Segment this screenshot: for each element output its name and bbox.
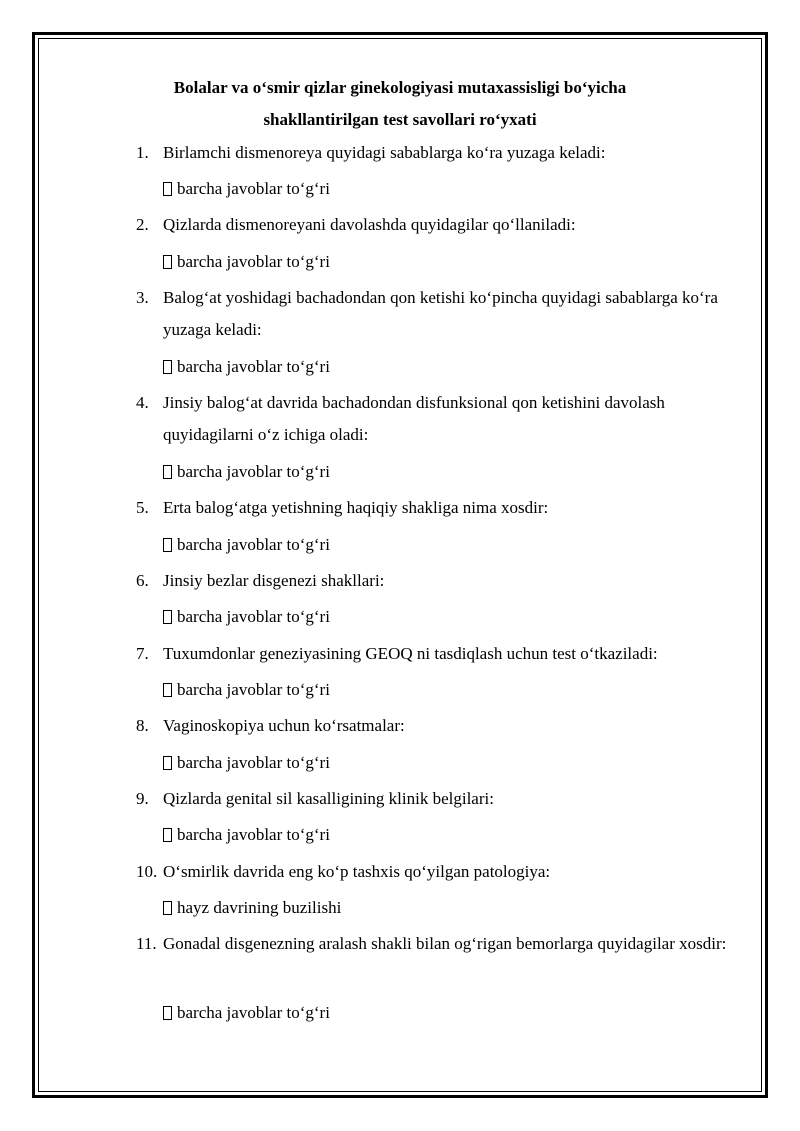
question-number: 7. bbox=[136, 644, 149, 663]
checkbox-icon bbox=[163, 360, 172, 374]
question-text: Vaginoskopiya uchun ko‘rsatmalar: bbox=[163, 716, 405, 735]
question-number: 1. bbox=[136, 143, 149, 162]
answer-item bbox=[163, 997, 330, 1029]
checkbox-icon bbox=[163, 756, 172, 770]
checkbox-icon bbox=[163, 901, 172, 915]
question-number: 3. bbox=[136, 288, 149, 307]
question-text: Jinsiy bezlar disgenezi shakllari: bbox=[163, 571, 385, 590]
question-number: 5. bbox=[136, 498, 149, 517]
checkbox-icon bbox=[163, 610, 172, 624]
question-text: Tuxumdonlar geneziyasining GEOQ ni tasdiqlash uchun test o‘tkaziladi: bbox=[163, 644, 658, 663]
question-number: 10. bbox=[136, 862, 158, 881]
question-number: 8. bbox=[136, 716, 149, 735]
question-number: 11. bbox=[136, 934, 157, 953]
answer-item bbox=[163, 246, 330, 278]
question-text: Gonadal disgenezning aralash shakli bilan og‘rigan bemorlarga quyidagilar xosdir: bbox=[163, 934, 727, 953]
checkbox-icon bbox=[163, 828, 172, 842]
answer-text: barcha javoblar to‘g‘ri bbox=[177, 462, 330, 481]
answer-item bbox=[163, 674, 330, 706]
answer-item bbox=[163, 892, 341, 924]
checkbox-icon bbox=[163, 1006, 172, 1020]
question-text: O‘smirlik davrida eng ko‘p tashxis qo‘yilgan patologiya: bbox=[163, 862, 551, 881]
question-text: Jinsiy balog‘at davrida bachadondan disfunksional qon ketishini davolash quyidagilarni o‘z ichiga oladi: bbox=[163, 393, 665, 444]
answer-text: barcha javoblar to‘g‘ri bbox=[177, 252, 330, 271]
checkbox-icon bbox=[163, 683, 172, 697]
question-number: 4. bbox=[136, 393, 149, 412]
answer-text: barcha javoblar to‘g‘ri bbox=[177, 607, 330, 626]
document-title-line1: Bolalar va o‘smir qizlar ginekologiyasi mutaxassisligi bo‘yicha bbox=[173, 78, 627, 97]
question-number: 2. bbox=[136, 215, 149, 234]
answer-text: barcha javoblar to‘g‘ri bbox=[177, 753, 330, 772]
answer-text: barcha javoblar to‘g‘ri bbox=[177, 357, 330, 376]
answer-item bbox=[163, 529, 330, 561]
answer-item bbox=[163, 351, 330, 383]
question-number: 6. bbox=[136, 571, 149, 590]
answer-text: barcha javoblar to‘g‘ri bbox=[177, 1003, 330, 1022]
answer-text: barcha javoblar to‘g‘ri bbox=[177, 680, 330, 699]
question-text: Qizlarda dismenoreyani davolashda quyidagilar qo‘llaniladi: bbox=[163, 215, 576, 234]
answer-text: hayz davrining buzilishi bbox=[177, 898, 342, 917]
question-text: Balog‘at yoshidagi bachadondan qon ketishi ko‘pincha quyidagi sabablarga ko‘ra yuzaga keladi: bbox=[163, 288, 718, 339]
answer-item bbox=[163, 601, 330, 633]
answer-text: barcha javoblar to‘g‘ri bbox=[177, 535, 330, 554]
checkbox-icon bbox=[163, 255, 172, 269]
checkbox-icon bbox=[163, 538, 172, 552]
answer-text: barcha javoblar to‘g‘ri bbox=[177, 179, 330, 198]
answer-item bbox=[163, 747, 330, 779]
answer-item bbox=[163, 173, 330, 205]
answer-item bbox=[163, 819, 330, 851]
checkbox-icon bbox=[163, 182, 172, 196]
answer-text: barcha javoblar to‘g‘ri bbox=[177, 825, 330, 844]
question-text: Birlamchi dismenoreya quyidagi sabablarga ko‘ra yuzaga keladi: bbox=[163, 143, 606, 162]
document-title-line2: shakllantirilgan test savollari ro‘yxati bbox=[263, 110, 537, 129]
question-text: Qizlarda genital sil kasalligining klinik belgilari: bbox=[163, 789, 494, 808]
question-number: 9. bbox=[136, 789, 149, 808]
checkbox-icon bbox=[163, 465, 172, 479]
answer-item bbox=[163, 456, 330, 488]
question-text: Erta balog‘atga yetishning haqiqiy shakliga nima xosdir: bbox=[163, 498, 549, 517]
